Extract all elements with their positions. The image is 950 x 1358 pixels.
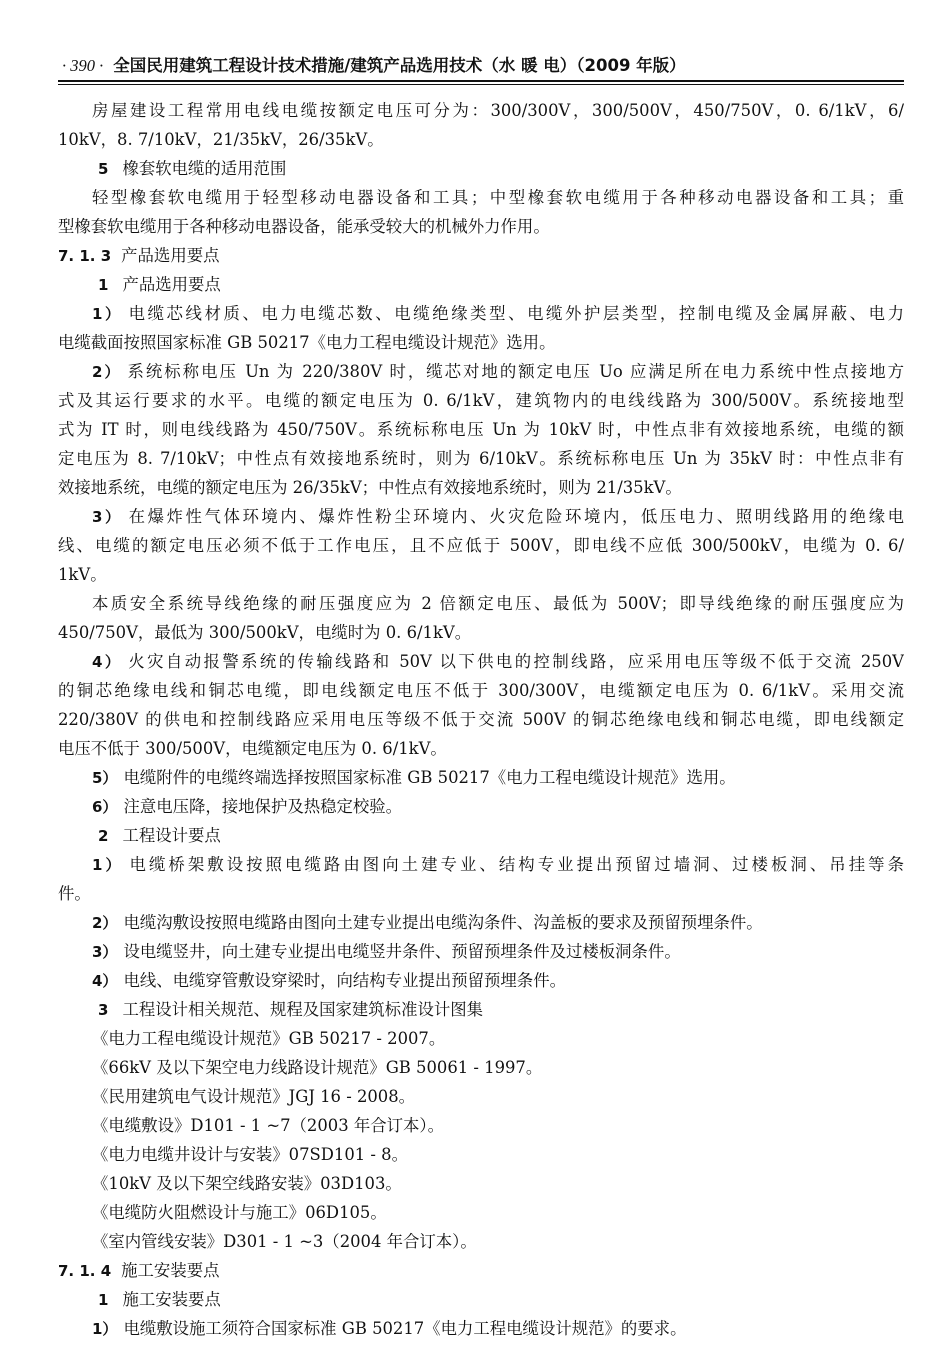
text-line-item bbox=[58, 763, 904, 792]
item-marker: 6） bbox=[92, 798, 118, 816]
line-text: 《66kV 及以下架空电力线路设计规范》GB 50061 - 1997。 bbox=[92, 1058, 543, 1077]
section-number: 7. 1. 3 bbox=[58, 247, 112, 265]
text-line bbox=[58, 1053, 904, 1082]
text-line-item bbox=[58, 937, 904, 966]
line-text: 《电缆敷设》D101 - 1 ~7（2003 年合订本）。 bbox=[92, 1116, 444, 1135]
text-line bbox=[58, 705, 904, 734]
line-text: 1kV。 bbox=[58, 565, 107, 584]
text-line bbox=[58, 1169, 904, 1198]
text-line bbox=[58, 125, 904, 154]
text-line bbox=[58, 1140, 904, 1169]
item-marker: 3） bbox=[92, 508, 123, 526]
text-line-item bbox=[58, 821, 904, 850]
line-text: 橡套软电缆的适用范围 bbox=[122, 159, 287, 178]
text-line bbox=[58, 1198, 904, 1227]
section-number: 7. 1. 4 bbox=[58, 1262, 112, 1280]
item-marker: 2） bbox=[92, 914, 118, 932]
line-text: 件。 bbox=[58, 884, 91, 903]
line-text: 定电压为 8. 7/10kV；中性点有效接地系统时，则为 6/10kV。系统标称电压 Un 为 35kV 时：中性点非有 bbox=[58, 449, 904, 468]
text-line bbox=[58, 96, 904, 125]
item-marker: 1） bbox=[92, 305, 123, 323]
line-text: 效接地系统，电缆的额定电压为 26/35kV；中性点有效接地系统时，则为 21/35kV。 bbox=[58, 478, 682, 497]
text-line-item bbox=[58, 792, 904, 821]
line-text: 《室内管线安装》D301 - 1 ~3（2004 年合订本）。 bbox=[92, 1232, 477, 1251]
line-text: 电线、电缆穿管敷设穿梁时，向结构专业提出预留预埋条件。 bbox=[123, 971, 566, 990]
text-line-item bbox=[58, 502, 904, 531]
text-line-item bbox=[58, 154, 904, 183]
text-line-item bbox=[58, 299, 904, 328]
line-text: 电压不低于 300/500V，电缆额定电压为 0. 6/1kV。 bbox=[58, 739, 447, 758]
item-marker: 3） bbox=[92, 943, 118, 961]
line-text: 10kV，8. 7/10kV，21/35kV，26/35kV。 bbox=[58, 130, 384, 149]
text-line bbox=[58, 212, 904, 241]
line-text: 220/380V 的供电和控制线路应采用电压等级不低于交流 500V 的铜芯绝缘电线和铜芯电缆，即电线额定 bbox=[58, 710, 904, 729]
line-text: 《电力电缆井设计与安装》07SD101 - 8。 bbox=[92, 1145, 408, 1164]
line-text: 电缆桥架敷设按照电缆路由图向土建专业、结构专业提出预留过墙洞、过楼板洞、吊挂等条 bbox=[129, 855, 904, 874]
item-marker: 1） bbox=[92, 1320, 118, 1338]
item-marker: 5 bbox=[98, 160, 109, 178]
text-line bbox=[58, 415, 904, 444]
text-line-item bbox=[58, 966, 904, 995]
line-text: 《民用建筑电气设计规范》JGJ 16 - 2008。 bbox=[92, 1087, 416, 1106]
page-number: · 390 · bbox=[62, 56, 104, 75]
text-line bbox=[58, 879, 904, 908]
text-line-item bbox=[58, 357, 904, 386]
line-text: 产品选用要点 bbox=[122, 275, 221, 294]
text-line bbox=[58, 386, 904, 415]
text-line bbox=[58, 183, 904, 212]
line-text: 电缆截面按照国家标准 GB 50217《电力工程电缆设计规范》选用。 bbox=[58, 333, 556, 352]
line-text: 《电缆防火阻燃设计与施工》06D105。 bbox=[92, 1203, 387, 1222]
line-text: 电缆沟敷设按照电缆路由图向土建专业提出电缆沟条件、沟盖板的要求及预留预埋条件。 bbox=[123, 913, 763, 932]
text-line bbox=[58, 676, 904, 705]
line-text: 式为 IT 时，则电线线路为 450/750V。系统标称电压 Un 为 10kV 时，中性点非有效接地系统，电缆的额 bbox=[58, 420, 904, 439]
text-line bbox=[58, 328, 904, 357]
text-line-item bbox=[58, 647, 904, 676]
running-title: 全国民用建筑工程设计技术措施/建筑产品选用技术（水 暖 电）（2009 年版） bbox=[113, 56, 686, 75]
text-line bbox=[58, 589, 904, 618]
line-text: 房屋建设工程常用电线电缆按额定电压可分为：300/300V，300/500V，450/750V，0. 6/1kV，6/ bbox=[92, 101, 904, 120]
text-line-item bbox=[58, 270, 904, 299]
item-marker: 2） bbox=[92, 363, 122, 381]
line-text: 的铜芯绝缘电线和铜芯电缆，即电线额定电压不低于 300/300V，电缆额定电压为 0. 6/1kV。采用交流 bbox=[58, 681, 904, 700]
line-text: 电缆敷设施工须符合国家标准 GB 50217《电力工程电缆设计规范》的要求。 bbox=[123, 1319, 687, 1338]
line-text: 工程设计相关规范、规程及国家建筑标准设计图集 bbox=[122, 1000, 484, 1019]
line-text: 设电缆竖井，向土建专业提出电缆竖井条件、预留预埋条件及过楼板洞条件。 bbox=[123, 942, 681, 961]
item-marker: 1 bbox=[98, 276, 109, 294]
text-line-item bbox=[58, 850, 904, 879]
line-text: 产品选用要点 bbox=[121, 246, 220, 265]
line-text: 电缆附件的电缆终端选择按照国家标准 GB 50217《电力工程电缆设计规范》选用。 bbox=[123, 768, 736, 787]
text-line bbox=[58, 444, 904, 473]
line-text: 《电力工程电缆设计规范》GB 50217 - 2007。 bbox=[92, 1029, 446, 1048]
item-marker: 4） bbox=[92, 972, 118, 990]
text-line bbox=[58, 1227, 904, 1256]
item-marker: 1） bbox=[92, 856, 124, 874]
text-line-item bbox=[58, 995, 904, 1024]
line-text: 施工安装要点 bbox=[121, 1261, 220, 1280]
text-line-item bbox=[58, 1256, 904, 1285]
text-line bbox=[58, 560, 904, 589]
line-text: 本质安全系统导线绝缘的耐压强度应为 2 倍额定电压、最低为 500V；即导线绝缘的耐压强度应为 bbox=[92, 594, 904, 613]
line-text: 电缆芯线材质、电力电缆芯数、电缆绝缘类型、电缆外护层类型，控制电缆及金属屏蔽、电力 bbox=[128, 304, 904, 323]
line-text: 轻型橡套软电缆用于轻型移动电器设备和工具；中型橡套软电缆用于各种移动电器设备和工具；重 bbox=[92, 188, 904, 207]
line-text: 火灾自动报警系统的传输线路和 50V 以下供电的控制线路，应采用电压等级不低于交流 250V bbox=[128, 652, 904, 671]
item-marker: 5） bbox=[92, 769, 118, 787]
header-rule-thick bbox=[58, 80, 904, 82]
item-marker: 4） bbox=[92, 653, 123, 671]
line-text: 《10kV 及以下架空线路安装》03D103。 bbox=[92, 1174, 402, 1193]
line-text: 线、电缆的额定电压必须不低于工作电压，且不应低于 500V，即电线不应低 300/500kV，电缆为 0. 6/ bbox=[58, 536, 904, 555]
text-line-item bbox=[58, 1314, 904, 1343]
text-line bbox=[58, 618, 904, 647]
item-marker: 3 bbox=[98, 1001, 109, 1019]
line-text: 型橡套软电缆用于各种移动电器设备，能承受较大的机械外力作用。 bbox=[58, 217, 550, 236]
line-text: 工程设计要点 bbox=[122, 826, 221, 845]
text-line-item bbox=[58, 908, 904, 937]
line-text: 系统标称电压 Un 为 220/380V 时，缆芯对地的额定电压 Uo 应满足所在电力系统中性点接地方 bbox=[127, 362, 904, 381]
line-text: 注意电压降，接地保护及热稳定校验。 bbox=[123, 797, 403, 816]
header-rule-thin bbox=[58, 84, 904, 85]
item-marker: 1 bbox=[98, 1291, 109, 1309]
text-line bbox=[58, 1111, 904, 1140]
line-text: 式及其运行要求的水平。电缆的额定电压为 0. 6/1kV，建筑物内的电线线路为 300/500V。系统接地型 bbox=[58, 391, 904, 410]
line-text: 在爆炸性气体环境内、爆炸性粉尘环境内、火灾危险环境内，低压电力、照明线路用的绝缘电 bbox=[128, 507, 904, 526]
line-text: 施工安装要点 bbox=[122, 1290, 221, 1309]
running-header bbox=[62, 52, 902, 76]
text-line bbox=[58, 531, 904, 560]
text-line bbox=[58, 1082, 904, 1111]
text-line bbox=[58, 734, 904, 763]
text-line-item bbox=[58, 1285, 904, 1314]
text-line bbox=[58, 473, 904, 502]
item-marker: 2 bbox=[98, 827, 109, 845]
body-text bbox=[58, 96, 904, 1343]
line-text: 450/750V，最低为 300/500kV，电缆时为 0. 6/1kV。 bbox=[58, 623, 472, 642]
text-line-item bbox=[58, 241, 904, 270]
text-line bbox=[58, 1024, 904, 1053]
